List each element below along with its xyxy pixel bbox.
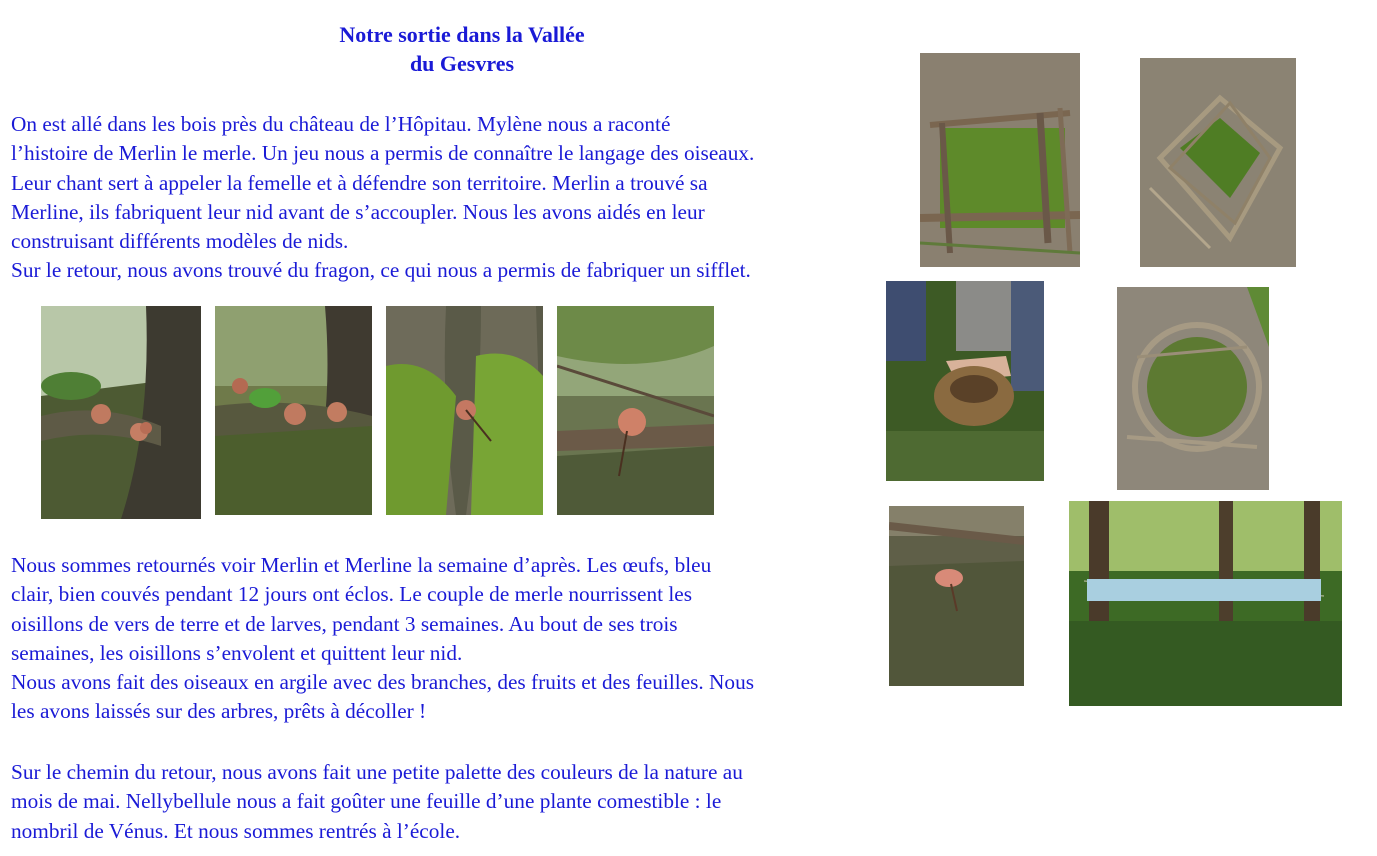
text-line: les avons laissés sur des arbres, prêts à décoller ! <box>11 699 427 724</box>
photo-nest-square-sticks <box>920 53 1080 267</box>
text-line: construisant différents modèles de nids. <box>11 229 349 254</box>
text-line: l’histoire de Merlin le merle. Un jeu nous a permis de connaître le langage des oiseaux. <box>11 141 755 166</box>
text-line: On est allé dans les bois près du château de l’Hôpitau. Mylène nous a raconté <box>11 112 671 136</box>
text-line: Sur le retour, nous avons trouvé du fragon, ce qui nous a permis de fabriquer un sifflet. <box>11 258 751 283</box>
page-title <box>262 20 662 78</box>
photo-clay-birds-tree-2 <box>215 306 372 515</box>
paragraph-return-visit <box>11 551 916 727</box>
paragraph-palette <box>11 758 916 846</box>
text-line: nombril de Vénus. Et nous sommes rentrés à l’école. <box>11 818 461 843</box>
photo-nest-diamond-sticks <box>1140 58 1296 267</box>
photo-clay-bird-branch <box>557 306 714 515</box>
title-line-1: Notre sortie dans la Vallée <box>339 22 585 47</box>
photo-drawings-on-string <box>1069 501 1342 706</box>
text-line: semaines, les oisillons s’envolent et quittent leur nid. <box>11 640 463 665</box>
text-line: Merline, ils fabriquent leur nid avant de s’accoupler. Nous les avons aidés en leur <box>11 199 705 224</box>
text-line: Sur le chemin du retour, nous avons fait une petite palette des couleurs de la nature au <box>11 760 743 784</box>
photo-nest-round-sticks <box>1117 287 1269 490</box>
text-line: mois de mai. Nellybellule nous a fait goûter une feuille d’une plante comestible : le <box>11 789 722 814</box>
photo-clay-bird-mossy-trunk <box>386 306 543 515</box>
text-line: Nous avons fait des oiseaux en argile avec des branches, des fruits et des feuilles. Nous <box>11 670 755 695</box>
photo-clay-bird-ground <box>889 506 1024 686</box>
text-line: Leur chant sert à appeler la femelle et à défendre son territoire. Merlin a trouvé sa <box>11 170 708 195</box>
paragraph-intro <box>11 110 916 286</box>
photo-hand-holding-nest <box>886 281 1044 481</box>
photo-clay-birds-tree-1 <box>41 306 201 519</box>
text-line: clair, bien couvés pendant 12 jours ont éclos. Le couple de merle nourrissent les <box>11 582 693 607</box>
text-line: oisillons de vers de terre et de larves, pendant 3 semaines. Au bout de ses trois <box>11 611 678 636</box>
title-line-2: du Gesvres <box>409 51 515 76</box>
text-line: Nous sommes retournés voir Merlin et Merline la semaine d’après. Les œufs, bleu <box>11 553 712 577</box>
